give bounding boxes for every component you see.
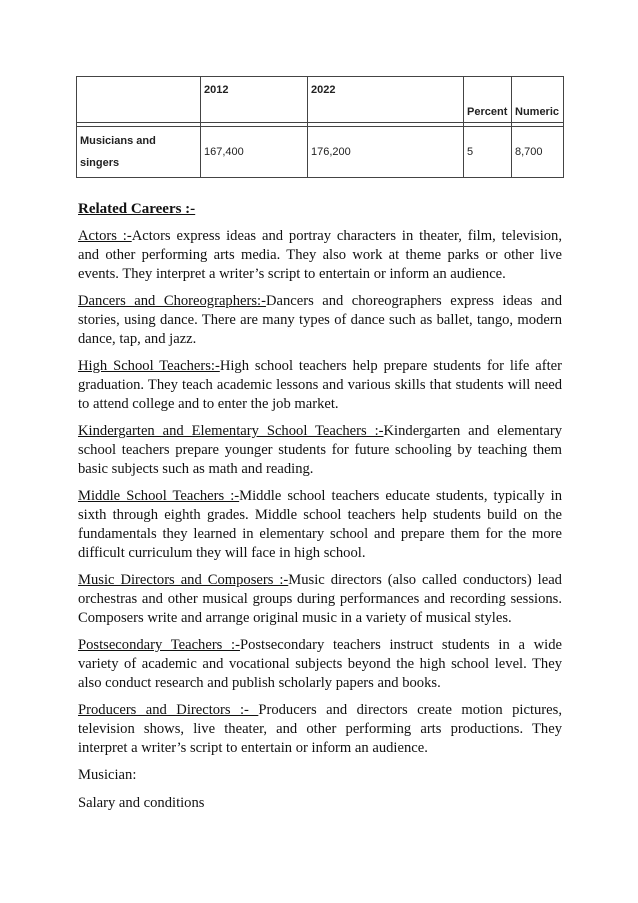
career-description: Kindergarten and elementary school teachers prepare younger students for future schooling by teaching them basic subjects such as math and reading.	[78, 423, 562, 477]
career-term: Dancers and Choreographers:-	[78, 293, 266, 309]
career-description: Producers and directors create motion pictures, television shows, live theater, and other performing arts productions. They interpret a writer’s script to entertain or inform an audience.	[78, 702, 562, 756]
career-item-middle-school-teachers	[78, 487, 562, 563]
career-term: Kindergarten and Elementary School Teachers :-	[78, 423, 384, 439]
career-description: Music directors (also called conductors) lead orchestras and other musical groups during performances and recording sessions. Composers write and arrange original music in a variety of musical styles.	[78, 572, 562, 626]
document-body	[78, 200, 562, 822]
table-cell-2012: 167,400	[201, 127, 308, 178]
table-cell-2022: 176,200	[308, 127, 464, 178]
career-item-kindergarten-teachers	[78, 422, 562, 479]
career-item-actors	[78, 227, 562, 284]
related-careers-heading: Related Careers :-	[78, 201, 196, 217]
employment-table	[76, 76, 564, 178]
career-term: Postsecondary Teachers :-	[78, 637, 240, 653]
career-description: Postsecondary teachers instruct students in a wide variety of academic and vocational subjects beyond the high school level. They also conduct research and publish scholarly papers and books.	[78, 637, 562, 691]
table-header-percent: Percent	[464, 77, 512, 123]
career-term: High School Teachers:-	[78, 358, 220, 374]
table-header-row	[77, 77, 564, 123]
table-cell-percent: 5	[464, 127, 512, 178]
table-header-numeric: Numeric	[512, 77, 564, 123]
table-cell-numeric: 8,700	[512, 127, 564, 178]
career-term: Middle School Teachers :-	[78, 488, 240, 504]
table-header-blank	[77, 77, 201, 123]
table-header-2022: 2022	[308, 77, 464, 123]
career-item-postsecondary-teachers	[78, 636, 562, 693]
career-item-music-directors	[78, 571, 562, 628]
table-row-label: Musicians and singers	[77, 127, 201, 178]
career-term: Producers and Directors :-	[78, 702, 259, 718]
career-term: Actors :-	[78, 228, 132, 244]
table-row	[77, 127, 564, 178]
musician-label: Musician:	[78, 767, 137, 783]
career-description: High school teachers help prepare students for life after graduation. They teach academic lessons and various skills that students will need to attend college and to enter the job market.	[78, 358, 562, 412]
career-description: Dancers and choreographers express ideas and stories, using dance. There are many types of dance such as ballet, tango, modern dance, tap, and jazz.	[78, 293, 562, 347]
table-header-2012: 2012	[201, 77, 308, 123]
career-item-high-school-teachers	[78, 357, 562, 414]
career-description: Actors express ideas and portray characters in theater, film, television, and other performing arts media. They also work at theme parks or other live events. They interpret a writer’s script to entertain or inform an audience.	[78, 228, 562, 282]
career-term: Music Directors and Composers :-	[78, 572, 289, 588]
salary-label: Salary and conditions	[78, 795, 205, 811]
career-description: Middle school teachers educate students, typically in sixth through eighth grades. Middle school teachers help students build on the fundamentals they learned in elementary school and prepare them for the more difficult curriculum they will face in high school.	[78, 488, 562, 561]
career-item-dancers	[78, 292, 562, 349]
career-item-producers	[78, 701, 562, 758]
